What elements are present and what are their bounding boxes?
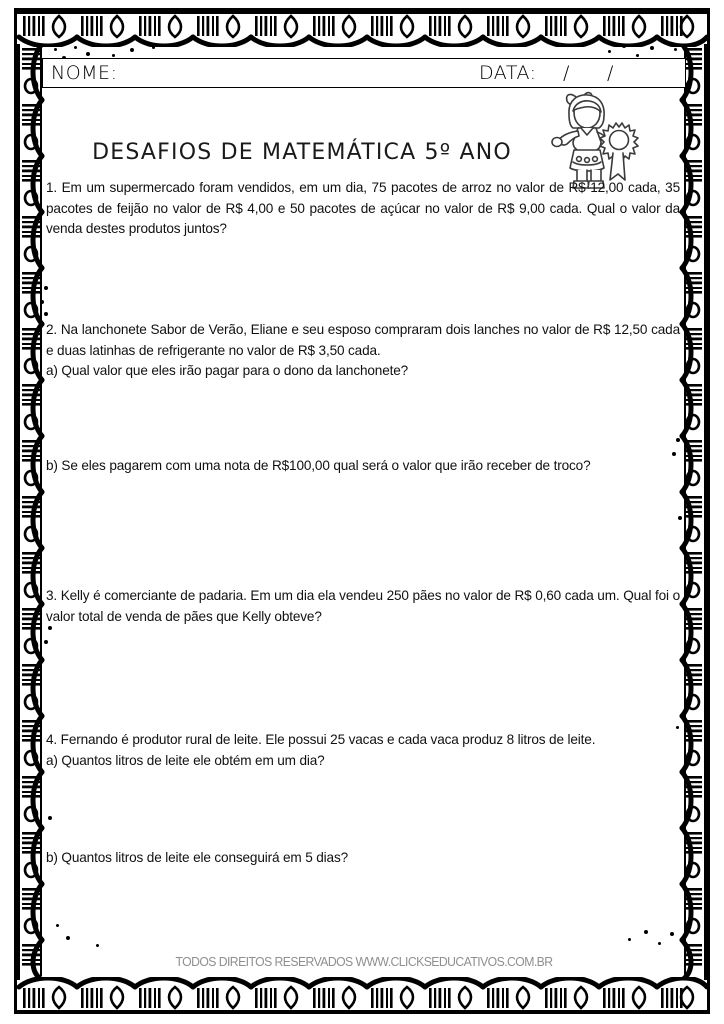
question-2 [46,320,680,382]
question-4 [46,730,680,771]
question-3 [46,586,680,627]
question-4-stem: 4. Fernando é produtor rural de leite. Ele possui 25 vacas e cada vaca produz 8 litros de leite. [46,732,596,747]
question-3-text: 3. Kelly é comerciante de padaria. Em um dia ela vendeu 250 pães no valor de R$ 0,60 cada um. Qual foi o valor total de venda de pães que Kelly obteve? [46,588,680,624]
decorative-border-bottom [17,977,707,1013]
date-slash-2: / [607,62,614,84]
question-4-part-a: a) Quantos litros de leite ele obtém em um dia? [46,752,325,768]
page-title: DESAFIOS DE MATEMÁTICA 5º ANO [92,140,512,165]
question-1-text: 1. Em um supermercado foram vendidos, em um dia, 75 pacotes de arroz no valor de R$ 12,00 cada, 35 pacotes de feijão no valor de R$ 4,00 e 50 pacotes de açúcar no valor de R$ 9,00 cada. Qual o valor da venda destes produtos juntos? [46,180,680,237]
decorative-border-left [17,44,45,980]
question-2-part-b-text: b) Se eles pagarem com uma nota de R$100,00 qual será o valor que irão receber de troco? [46,458,591,473]
decorative-border-top [17,11,707,47]
date-label: DATA: [479,62,537,84]
copyright-footer: TODOS DIREITOS RESERVADOS WWW.CLICKSEDUCATIVOS.COM.BR [175,954,553,969]
question-2-stem: 2. Na lanchonete Sabor de Verão, Eliane e seu esposo compraram dois lanches no valor de R$ 12,50 cada e duas latinhas de refrigerante no valor de R$ 3,50 cada. [46,322,680,358]
date-slash-1: / [563,62,570,84]
worksheet-content [42,52,686,972]
question-4-part-b-text: b) Quantos litros de leite ele conseguirá em 5 dias? [46,850,349,865]
question-2-part-b [46,456,680,477]
question-1 [46,178,680,240]
name-label: NOME: [51,62,118,84]
question-4-part-b [46,848,680,869]
question-2-part-a: a) Qual valor que eles irão pagar para o dono da lanchonete? [46,363,409,379]
